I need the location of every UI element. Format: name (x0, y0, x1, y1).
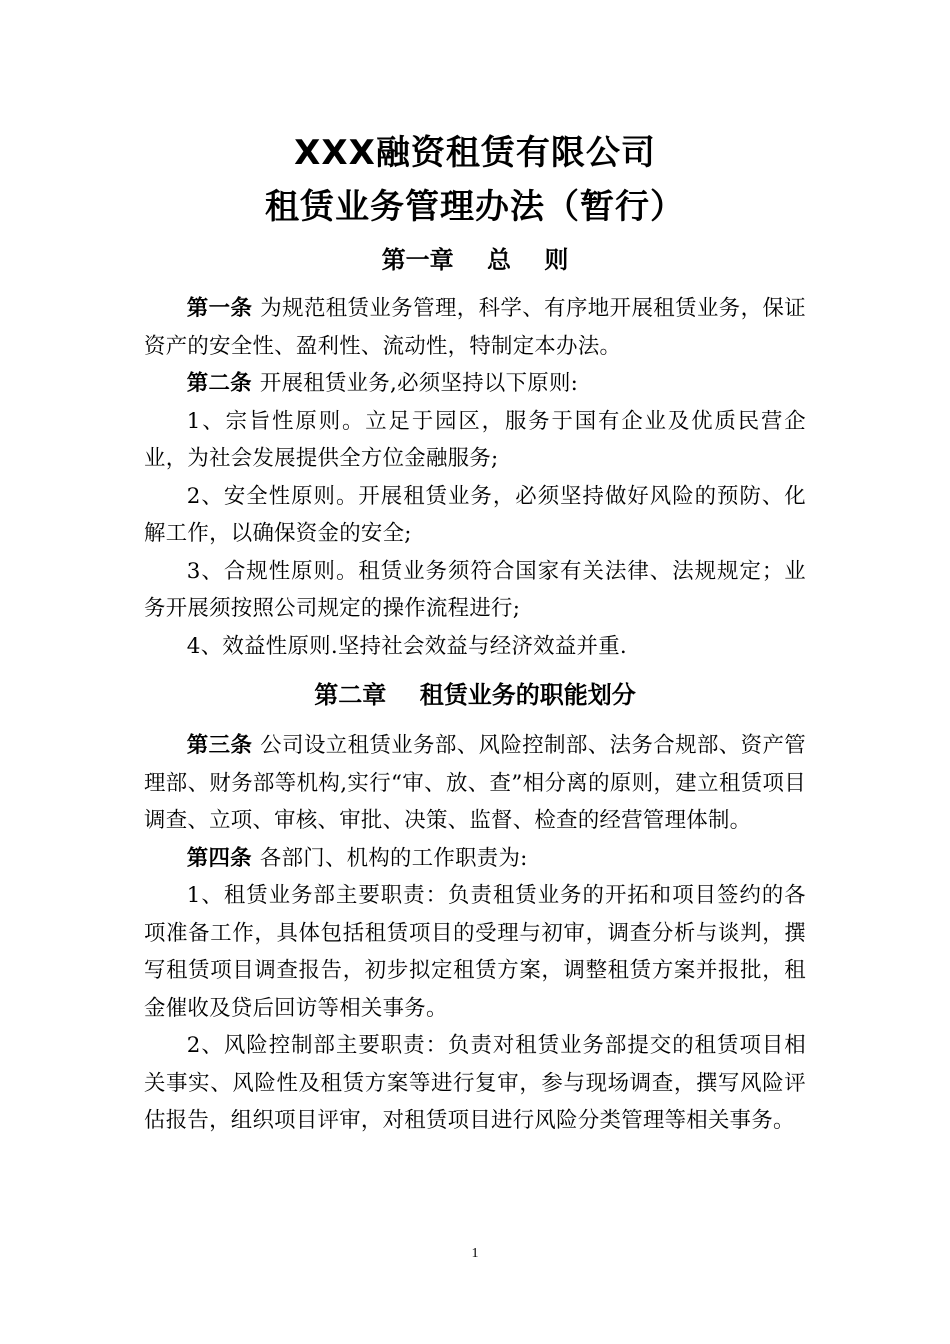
article-4-text: 各部门、机构的工作职责为: (259, 845, 528, 871)
article-4-label: 第四条 (186, 845, 252, 871)
article-2-item-2: 2、安全性原则。开展租赁业务，必须坚持做好风险的预防、化解工作，以确保资金的安全; (144, 483, 806, 546)
article-2 (144, 365, 806, 403)
article-1 (144, 290, 806, 365)
article-2-item-4: 4、效益性原则.坚持社会效益与经济效益并重. (186, 633, 628, 659)
article-4-item-1: 1、租赁业务部主要职责：负责租赁业务的开拓和项目签约的各项准备工作，具体包括租赁项目的受理与初审，调查分析与谈判，撰写租赁项目调查报告，初步拟定租赁方案，调整租赁方案并报批，租金催收及贷后回访等相关事务。 (144, 883, 806, 1021)
chapter-2-heading: 第二章 租赁业务的职能划分 (314, 681, 636, 709)
article-1-text: 为规范租赁业务管理，科学、有序地开展租赁业务，保证资产的安全性、盈利性、流动性，特制定本办法。 (144, 296, 806, 359)
document-title-regulation: 租赁业务管理办法（暂行） (265, 187, 685, 227)
article-2-item-3: 3、合规性原则。租赁业务须符合国家有关法律、法规规定；业务开展须按照公司规定的操作流程进行; (144, 558, 806, 621)
article-2-item-1: 1、宗旨性原则。立足于园区，服务于国有企业及优质民营企业，为社会发展提供全方位金融服务; (144, 408, 806, 471)
article-4 (144, 840, 806, 878)
page-number: 1 (471, 1246, 479, 1261)
article-2-text: 开展租赁业务,必须坚持以下原则: (259, 371, 579, 396)
article-3-label: 第三条 (186, 733, 253, 758)
article-2-label: 第二条 (186, 371, 252, 396)
article-4-item-2: 2、风险控制部主要职责：负责对租赁业务部提交的租赁项目相关事实、风险性及租赁方案等进行复审，参与现场调查，撰写风险评估报告，组织项目评审，对租赁项目进行风险分类管理等相关事务。 (144, 1033, 806, 1133)
article-3-text: 公司设立租赁业务部、风险控制部、法务合规部、资产管理部、财务部等机构,实行“审、放、查”相分离的原则，建立租赁项目调查、立项、审核、审批、决策、监督、检查的经营管理体制。 (144, 733, 806, 833)
document-title-company: XXX融资租赁有限公司 (294, 133, 656, 173)
chapter-1-heading: 第一章 总 则 (381, 246, 569, 274)
article-1-label: 第一条 (186, 296, 253, 321)
article-3 (144, 727, 806, 840)
